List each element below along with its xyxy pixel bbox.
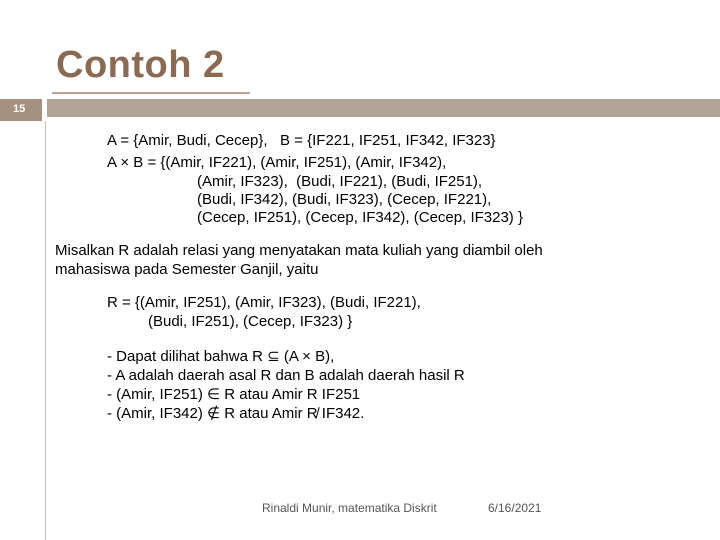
slide-title: Contoh 2	[56, 44, 225, 86]
relation-line: R = {(Amir, IF251), (Amir, IF323), (Budi, IF221),	[107, 294, 421, 311]
description-line: mahasiswa pada Semester Ganjil, yaitu	[55, 261, 319, 278]
relation-line: (Budi, IF251), (Cecep, IF323) }	[148, 313, 353, 330]
bullet-line: - (Amir, IF342) ∉ R atau Amir R̸ IF342.	[107, 405, 365, 422]
cartesian-line: (Amir, IF323), (Budi, IF221), (Budi, IF251),	[197, 173, 483, 190]
cartesian-line: (Budi, IF342), (Budi, IF323), (Cecep, IF221),	[197, 191, 492, 208]
left-divider	[45, 121, 46, 540]
cartesian-line: A × B = {(Amir, IF221), (Amir, IF251), (Amir, IF342),	[107, 154, 447, 171]
footer-date: 6/16/2021	[488, 501, 542, 515]
bullet-line: - A adalah daerah asal R dan B adalah daerah hasil R	[107, 367, 465, 384]
title-underline	[52, 92, 250, 94]
bullet-line: - (Amir, IF251) ∈ R atau Amir R IF251	[107, 386, 361, 403]
set-definition-line: A = {Amir, Budi, Cecep}, B = {IF221, IF251, IF342, IF323}	[107, 132, 496, 149]
description-line: Misalkan R adalah relasi yang menyatakan mata kuliah yang diambil oleh	[55, 242, 543, 259]
cartesian-line: (Cecep, IF251), (Cecep, IF342), (Cecep, IF323) }	[197, 209, 523, 226]
footer-author: Rinaldi Munir, matematika Diskrit	[262, 501, 437, 515]
slide-number: 15	[13, 103, 26, 115]
bullet-line: - Dapat dilihat bahwa R ⊆ (A × B),	[107, 348, 335, 365]
header-bar	[47, 99, 720, 117]
